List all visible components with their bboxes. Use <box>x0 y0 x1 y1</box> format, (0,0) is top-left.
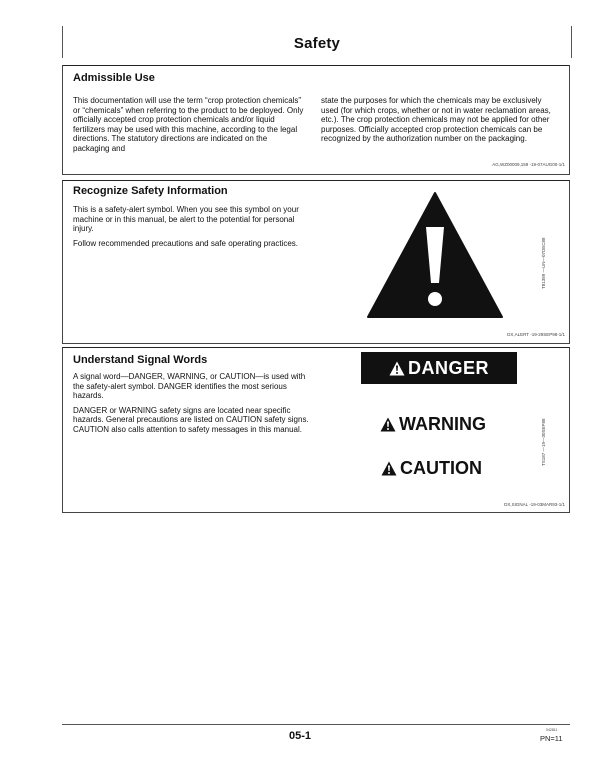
section-heading: Recognize Safety Information <box>73 185 228 197</box>
reference-code: DX,ALERT -19-29SEP98-1/1 <box>507 332 565 337</box>
paragraph: state the purposes for which the chemicals may be exclusively used (for which crops, whether or not in water reclamation areas, etc.). The crop protection chemicals may not be applied for other purposes. Officially accepted crop protection chemicals can be recognized by the authorization number on the packaging. <box>321 96 551 144</box>
footer-rule <box>62 724 570 725</box>
caution-sign <box>381 458 482 479</box>
footer-pn: PN=11 <box>540 734 563 743</box>
reference-code: DX,SIGNAL -19-03MAR93-1/1 <box>504 502 565 507</box>
paragraph: Follow recommended precautions and safe operating practices. <box>73 238 299 248</box>
page-title: Safety <box>293 35 341 52</box>
caution-label: CAUTION <box>400 458 482 478</box>
warning-sign <box>380 414 486 435</box>
admissible-use-column-2 <box>321 96 561 149</box>
paragraph: This documentation will use the term “crop protection chemicals” or “chemicals” when referring to the product to be deployed. Only officially accepted crop protection chemicals and/or liquid fertilizers may be used with this machine, according to the legal directions. The statutory directions are indicated on the packaging and <box>73 96 304 153</box>
safety-alert-triangle-icon <box>381 461 397 476</box>
reference-code: AG,WZ00009,159 -19-07AUG00-1/1 <box>492 162 565 167</box>
recognize-safety-text <box>73 205 313 253</box>
section-heading: Admissible Use <box>73 72 155 84</box>
page-title-bar <box>62 26 572 58</box>
footer-page-number: 05-1 <box>288 730 312 742</box>
signal-words-text <box>73 372 317 440</box>
paragraph: DANGER or WARNING safety signs are located near specific hazards. General precautions are listed on CAUTION safety signs. CAUTION also calls attention to safety messages in this manual. <box>73 405 309 434</box>
danger-label: DANGER <box>407 357 489 378</box>
paragraph: This is a safety-alert symbol. When you see this symbol on your machine or in this manual, be alert to the potential for personal injury. <box>73 205 299 234</box>
section-recognize-safety <box>62 180 570 344</box>
warning-label: WARNING <box>399 414 486 434</box>
safety-alert-triangle-icon <box>389 361 405 376</box>
admissible-use-column-1 <box>73 96 305 159</box>
danger-sign <box>361 352 517 384</box>
figure-reference: TS187 —19—30SEP88 <box>541 418 546 466</box>
section-heading: Understand Signal Words <box>73 354 208 366</box>
paragraph: A signal word—DANGER, WARNING, or CAUTION—is used with the safety-alert symbol. DANGER identifies the most serious hazards. <box>73 372 306 401</box>
figure-reference: T81389 —UN—07DEC88 <box>541 237 546 289</box>
safety-alert-triangle-icon <box>380 417 396 432</box>
section-admissible-use <box>62 65 570 175</box>
safety-alert-triangle-icon <box>366 191 504 319</box>
footer-code: 042811 <box>546 728 558 732</box>
